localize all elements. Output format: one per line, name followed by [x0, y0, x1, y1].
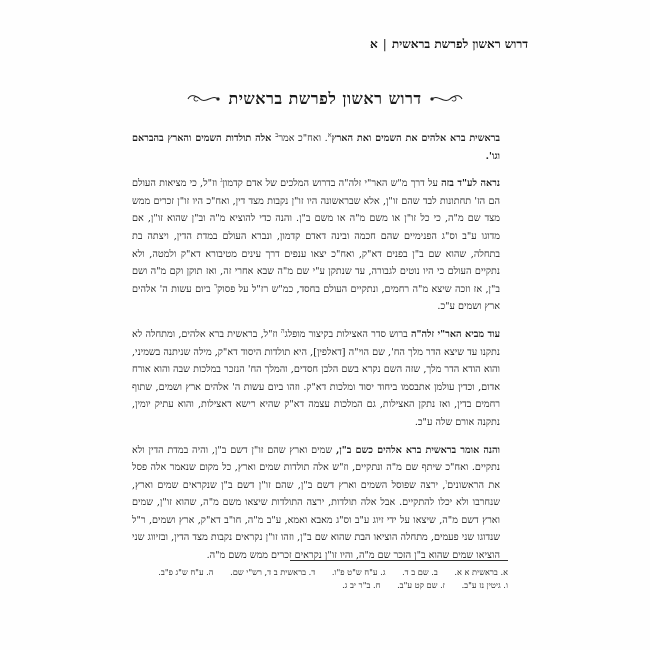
- footnotes: [138, 566, 508, 592]
- note-mark: ו: [445, 477, 448, 486]
- p3-lead: עוד מביא האר"י זלה"ה: [410, 328, 501, 340]
- note-mark: ב: [275, 130, 279, 139]
- page-number: א: [370, 37, 378, 51]
- p1-lead-2: אלה תולדות השמים והארץ בהבראם וגו'.: [132, 133, 500, 162]
- footnote: ח. ב"ר יב ג.: [342, 580, 381, 590]
- note-mark: ה: [280, 326, 285, 335]
- p3-text-1: ברוש סדר האצילות בקיצור מופלג: [284, 328, 411, 340]
- footnote: ג. ע"ח ש"ט פ"ו.: [331, 567, 386, 577]
- p4-lead: והנה אומר בראשית ברא אלהים כשם ב"ן,: [335, 444, 500, 456]
- footnote-divider: [290, 560, 508, 561]
- paragraph-2: [132, 175, 500, 316]
- paragraph-4: [132, 442, 500, 565]
- p1-lead: בראשית ברא אלהים את השמים ואת הארץ: [331, 133, 500, 144]
- p3-text-2: וז"ל, בראשית ברא אלהים, ומתחלה לא נתקנו עד שיצא הדר מלך הח', שם הוי"ה [דאלפין], היא תולדות היסוד דא"ק, מילה שניתנה בשמיני, והוא הודא הדר מלך, שזה השם נקרא בשם הלבן חסדים, והמלך הח' הנזכר במלכות שבה והוא אורח אדום, וכדין עולמן אתבסמו ביחוד יסוד ומלכות דא"ק. וזהו ביום עשות ה' אלהים ארץ ושמים, שתוף רחמים בדין, ואז נתקן האצילות, גם המלכות עצמה דא"ק שהיא רישא דאצילות, והוא עתיק יומין, נתקנה אורם שלה ע"כ.: [132, 328, 500, 428]
- p2-lead: נראה לע"ד בזה: [441, 178, 500, 190]
- footnote: ו. גיטין נז ע"ב.: [461, 580, 508, 590]
- footnote: ה. ע"ח ש"ג פ"ב.: [158, 567, 214, 577]
- paragraph-3: [132, 326, 500, 432]
- footnote: ז. שם קט ע"ב.: [397, 580, 445, 590]
- ornament-right-icon: [430, 93, 464, 105]
- paragraph-1: [132, 130, 500, 165]
- footnote: ב. שם ב ד.: [402, 567, 438, 577]
- ornament-left-icon: [186, 93, 220, 105]
- running-head-title: דרוש ראשון לפרשת בראשית: [391, 37, 528, 51]
- chapter-title: דרוש ראשון לפרשת בראשית: [228, 89, 422, 108]
- note-mark: ד: [214, 281, 218, 290]
- footnote: א. בראשית א א.: [454, 567, 508, 577]
- p2-text-3: ביום עשות ה' אלהים ארץ ושמים ע"כ.: [132, 283, 500, 313]
- p4-text-2: , ירצה שפוסל השמים וארץ דשם ב"ן, שהם זו"ן דשם ב"ן שנקראים שמים וארץ, שנחרבו ולא יכלו להתקיים. אבל אלה תולדות, ירצה התולדות שיצאו משם מ"ה, שהוא זו"ן, שמים וארץ דשם מ"ה, שיצאו על ידי זיוג ע"ב וס"ג מאבא ואמא, ע"ב מ"ה, חו"ב דא"ק, ארץ ושמים, ר"ל שנדוגו שני פעמים, מתחלה הוציאו הבת שהוא שם ב"ן, וזהו זו"ן נקראים נקבות מצד הדין, ובזיווג שני הוציאו שמים שהוא ב"ן הזכר שם מ"ה, והיו זו"ן נקראים זכרים ממש משם מ"ה.: [132, 479, 500, 562]
- chapter-heading: [150, 88, 500, 110]
- running-head-separator: |: [382, 37, 387, 51]
- p2-text-2: וז"ל, כי מציאות העולם הם הז' תחתונות לבד שהם זו"ן, אלא שבראשונה היו זו"ן נקבות מצד דין, ואח"כ היו זו"ן זכרים ממש מצד שם מ"ה, כי כל זו"ן או משם מ"ה או משם ב"ן. והנה כדי להוציא מ"ה וב"ן שהוא זו"ן, אם מדוגו ע"ב וס"ג הפנימיים שהם חכמה ובינה דאדם קדמון, ונברא העולם במדת הדין, ויצתה בת בתחלה, שהוא שם ב"ן בפנים דא"ק, ואח"כ יצאו ענפים דרך עינים מטיבורא דא"ק ולמטה, ולא נתקיים העולם כי היו נוטים לגבורה, עד שנתקן ע"י שם מ"ה שבא אחרי זה, ואז תוקן וקם מ"ה ושם ב"ן, אז וזכה שיצא מ"ה רחמים, ונתקיים העולם בחסד, כמ"ש רז"ל על פסוק: [132, 178, 501, 295]
- main-text: [132, 130, 500, 575]
- p2-text-1: על דרך מ"ש האר"י זלה"ה בדרוש המלכים של אדם קדמון: [222, 178, 442, 190]
- note-mark: ג: [220, 176, 223, 184]
- running-head: [128, 37, 528, 52]
- note-mark: א: [327, 130, 332, 139]
- p1-text: . ואח"כ אמר: [278, 133, 328, 144]
- footnote: ד. בראשית ב ד, רש"י שם.: [230, 567, 316, 577]
- p4-text-1: שמים וארץ שהם זו"ן דשם ב"ן, והיה במדת הדין ולא נתקיים. ואח"כ שיתף שם מ"ה ונתקיים, וז"ש אלה תולדות שמים וארץ, כל מקום שנאמר אלה פסל את הראשונים: [132, 444, 501, 491]
